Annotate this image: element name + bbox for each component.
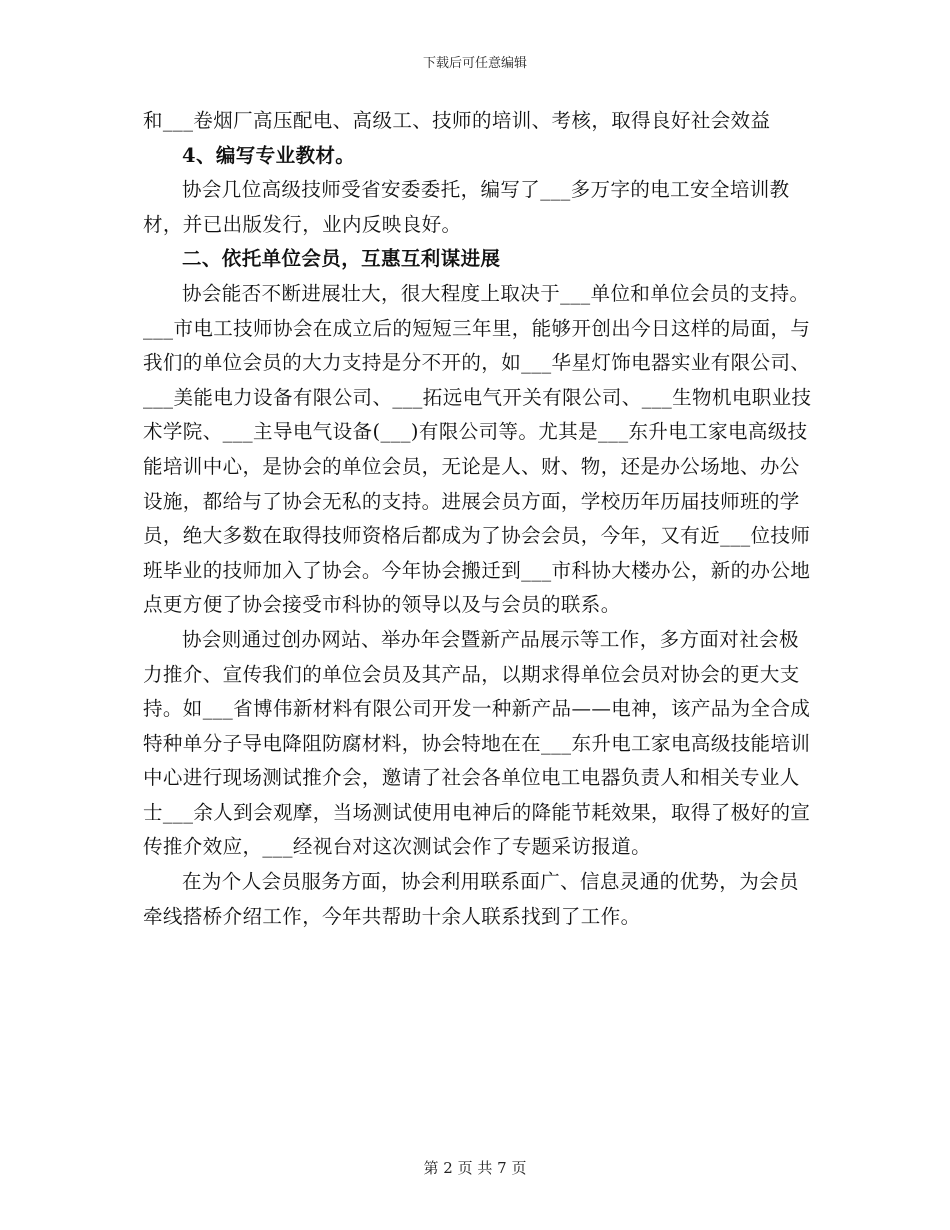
page-header: 下载后可任意编辑 [422, 56, 527, 71]
paragraph: 在为个人会员服务方面，协会利用联系面广、信息灵通的优势，为会员牵线搭桥介绍工作，今年共帮助十余人联系找到了工作。 [143, 870, 799, 928]
section-heading: 4、编写专业教材。 [182, 143, 356, 167]
section-heading: 二、依托单位会员，互惠互利谋进展 [182, 247, 501, 271]
paragraph: 协会则通过创办网站、举办年会暨新产品展示等工作，多方面对社会极力推介、宣传我们的单位会员及其产品，以期求得单位会员对协会的更大支持。如___省博伟新材料有限公司开发一种新产品——电神，该产品为全合成特种单分子导电降阻防腐材料，协会特地在在___东升电工家电高级技能培训中心进行现场测试推介会，邀请了社会各单位电工电器负责人和相关专业人士___余人到会观摩，当场测试使用电神后的降能节耗效果，取得了极好的宣传推介效应，___经视台对这次测试会作了专题采访报道。 [143, 627, 811, 859]
paragraph: 和___卷烟厂高压配电、高级工、技师的培训、考核，取得良好社会效益 [143, 109, 771, 132]
paragraph: 协会几位高级技师受省安委委托，编写了___多万字的电工安全培训教材，并已出版发行，业内反映良好。 [143, 178, 790, 236]
document-body [143, 104, 813, 934]
paragraph: 协会能否不断进展壮大，很大程度上取决于___单位和单位会员的支持。___市电工技师协会在成立后的短短三年里，能够开创出今日这样的局面，与我们的单位会员的大力支持是分不开的，如___华星灯饰电器实业有限公司、___美能电力设备有限公司、___拓远电气开关有限公司、___生物机电职业技术学院、___主导电气设备(___)有限公司等。尤其是___东升电工家电高级技能培训中心，是协会的单位会员，无论是人、财、物，还是办公场地、办公设施，都给与了协会无私的支持。进展会员方面，学校历年历届技师班的学员，绝大多数在取得技师资格后都成为了协会会员，今年，又有近___位技师班毕业的技师加入了协会。今年协会搬迁到___市科协大楼办公，新的办公地点更方便了协会接受市科协的领导以及与会员的联系。 [143, 281, 812, 617]
page-footer: 第 2 页 共 7 页 [423, 1159, 527, 1177]
